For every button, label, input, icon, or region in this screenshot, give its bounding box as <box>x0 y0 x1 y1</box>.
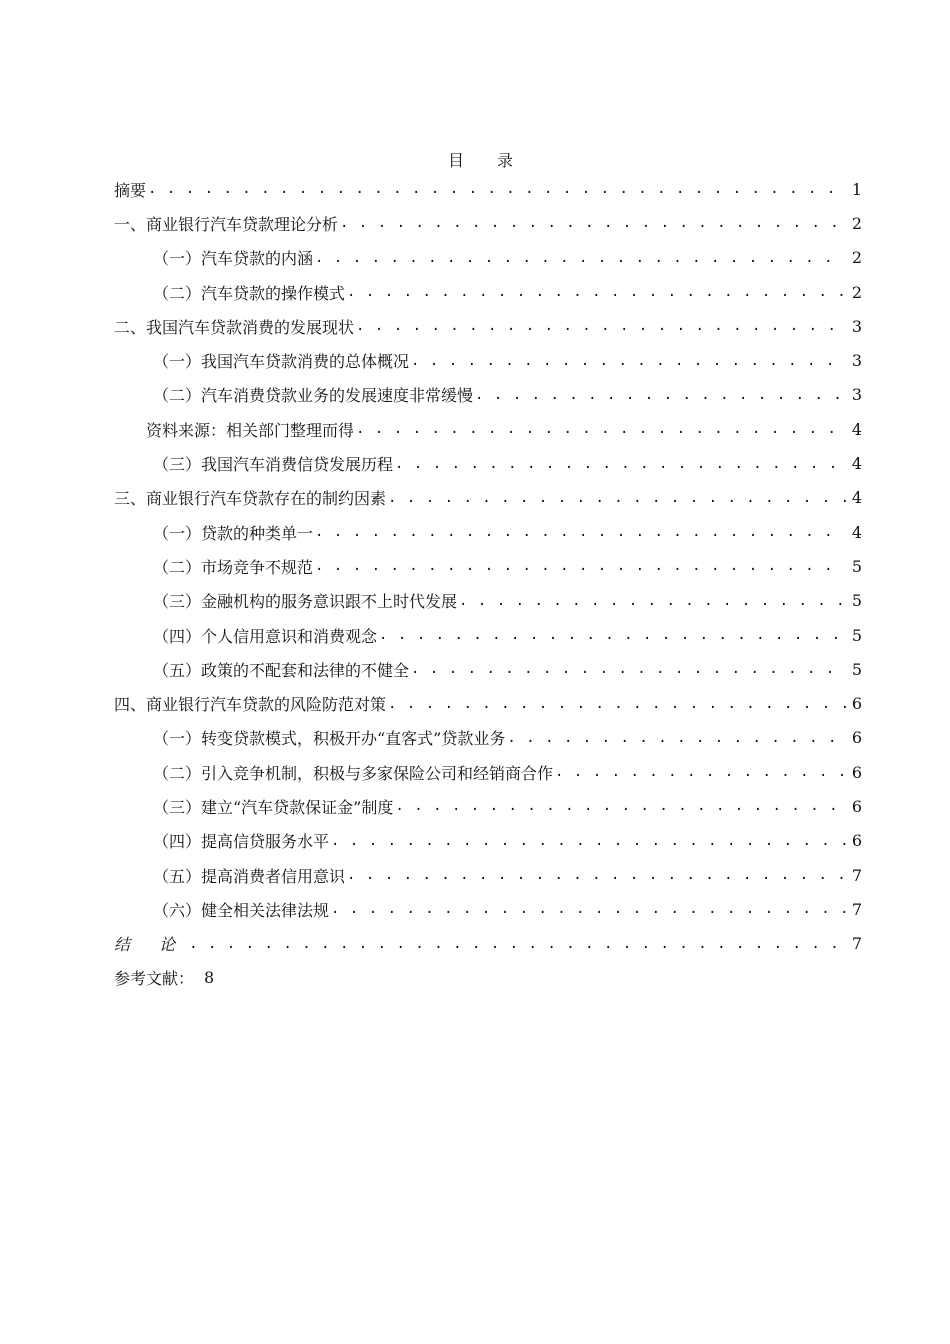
toc-entry-label: （四）个人信用意识和消费观念 <box>153 626 378 646</box>
toc-entry-page: 6 <box>851 796 862 816</box>
toc-entry[interactable] <box>114 515 862 549</box>
dot-leader <box>347 285 846 299</box>
dot-leader <box>340 216 846 230</box>
toc-entry-label: 三、商业银行汽车贷款存在的制约因素 <box>114 489 387 509</box>
toc-entry-label: 二、我国汽车贷款消费的发展现状 <box>114 317 355 337</box>
toc-entry-page: 5 <box>851 556 862 576</box>
toc-entry-page: 7 <box>851 934 862 954</box>
dot-leader <box>475 388 846 402</box>
toc-entry-label: （三）我国汽车消费信贷发展历程 <box>153 455 394 475</box>
toc-entry-page: 7 <box>851 899 862 919</box>
toc-entry[interactable] <box>114 241 862 275</box>
dot-leader <box>148 182 846 196</box>
toc-entry-label: （五）提高消费者信用意识 <box>153 866 346 886</box>
toc-entry-label: 四、商业银行汽车贷款的风险防范对策 <box>114 695 387 715</box>
toc-entry-page: 3 <box>851 351 862 371</box>
toc-entry-page: 5 <box>851 659 862 679</box>
toc-entry-label: （一）我国汽车贷款消费的总体概况 <box>153 352 410 372</box>
toc-entry-page: 3 <box>851 385 862 405</box>
table-of-contents <box>114 172 862 995</box>
toc-entry-label: （五）政策的不配套和法律的不健全 <box>153 660 410 680</box>
toc-entry-page: 4 <box>851 488 862 508</box>
toc-entry[interactable] <box>114 343 862 377</box>
toc-entry[interactable] <box>114 858 862 892</box>
dot-leader <box>331 902 846 916</box>
dot-leader <box>555 765 846 779</box>
toc-entry[interactable] <box>114 412 862 446</box>
toc-entry-label: （一）转变贷款模式，积极开办“直客式”贷款业务 <box>153 729 506 749</box>
toc-entry-label: 结 论 <box>114 935 188 955</box>
toc-entry-label: 资料来源：相关部门整理而得 <box>146 420 355 440</box>
toc-entry[interactable] <box>114 481 862 515</box>
toc-entry-label: （六）健全相关法律法规 <box>153 900 330 920</box>
toc-entry[interactable] <box>114 206 862 240</box>
toc-entry[interactable] <box>114 789 862 823</box>
toc-entry[interactable] <box>114 892 862 926</box>
toc-entry-label: （二）市场竞争不规范 <box>153 557 314 577</box>
dot-leader <box>395 799 846 813</box>
toc-entry[interactable] <box>114 618 862 652</box>
toc-entries <box>114 172 862 961</box>
toc-entry-page: 2 <box>851 213 862 233</box>
toc-entry-page: 4 <box>851 454 862 474</box>
toc-entry-page: 4 <box>851 419 862 439</box>
dot-leader <box>331 834 846 848</box>
toc-entry-page: 1 <box>851 179 862 199</box>
dot-leader <box>388 697 846 711</box>
toc-entry-label: （四）提高信贷服务水平 <box>153 832 330 852</box>
toc-title: 目 录 <box>447 151 528 170</box>
dot-leader <box>411 662 846 676</box>
toc-entry-label: （三）金融机构的服务意识跟不上时代发展 <box>153 592 458 612</box>
dot-leader <box>459 594 846 608</box>
dot-leader <box>507 731 846 745</box>
toc-entry-label: （三）建立“汽车贷款保证金”制度 <box>153 797 394 817</box>
toc-entry[interactable] <box>114 927 862 961</box>
dot-leader <box>315 559 846 573</box>
dot-leader <box>315 525 846 539</box>
toc-entry-page: 8 <box>204 968 215 988</box>
toc-entry-label: （一）贷款的种类单一 <box>153 523 314 543</box>
dot-leader <box>395 457 846 471</box>
toc-entry-page: 5 <box>851 591 862 611</box>
toc-entry-label: 摘要 <box>114 180 147 200</box>
toc-entry-page: 7 <box>851 865 862 885</box>
dot-leader <box>189 937 846 951</box>
toc-entry-references[interactable] <box>114 961 862 995</box>
toc-entry[interactable] <box>114 378 862 412</box>
toc-entry-page: 5 <box>851 625 862 645</box>
dot-leader <box>411 354 846 368</box>
toc-entry[interactable] <box>114 755 862 789</box>
dot-leader <box>347 868 846 882</box>
toc-entry[interactable] <box>114 275 862 309</box>
toc-entry-label: 一、商业银行汽车贷款理论分析 <box>114 214 339 234</box>
toc-entry-label: （二）汽车贷款的操作模式 <box>153 283 346 303</box>
dot-leader <box>388 491 846 505</box>
toc-entry-page: 6 <box>851 762 862 782</box>
toc-entry[interactable] <box>114 172 862 206</box>
toc-entry-page: 2 <box>851 282 862 302</box>
dot-leader <box>356 319 846 333</box>
toc-entry[interactable] <box>114 721 862 755</box>
toc-entry-page: 4 <box>851 522 862 542</box>
toc-entry-page: 3 <box>851 316 862 336</box>
dot-leader <box>356 422 846 436</box>
toc-entry[interactable] <box>114 824 862 858</box>
toc-entry-page: 6 <box>851 694 862 714</box>
toc-entry[interactable] <box>114 584 862 618</box>
toc-entry-label: 参考文献： <box>114 969 195 989</box>
toc-entry[interactable] <box>114 309 862 343</box>
toc-entry[interactable] <box>114 652 862 686</box>
toc-entry-page: 2 <box>851 248 862 268</box>
toc-entry-label: （一）汽车贷款的内涵 <box>153 249 314 269</box>
dot-leader <box>379 628 846 642</box>
toc-entry[interactable] <box>114 549 862 583</box>
toc-entry-label: （二）引入竞争机制，积极与多家保险公司和经销商合作 <box>153 763 554 783</box>
dot-leader <box>315 251 846 265</box>
toc-entry[interactable] <box>114 686 862 720</box>
toc-entry[interactable] <box>114 446 862 480</box>
toc-entry-page: 6 <box>851 728 862 748</box>
toc-entry-page: 6 <box>851 831 862 851</box>
toc-entry-label: （二）汽车消费贷款业务的发展速度非常缓慢 <box>153 386 474 406</box>
